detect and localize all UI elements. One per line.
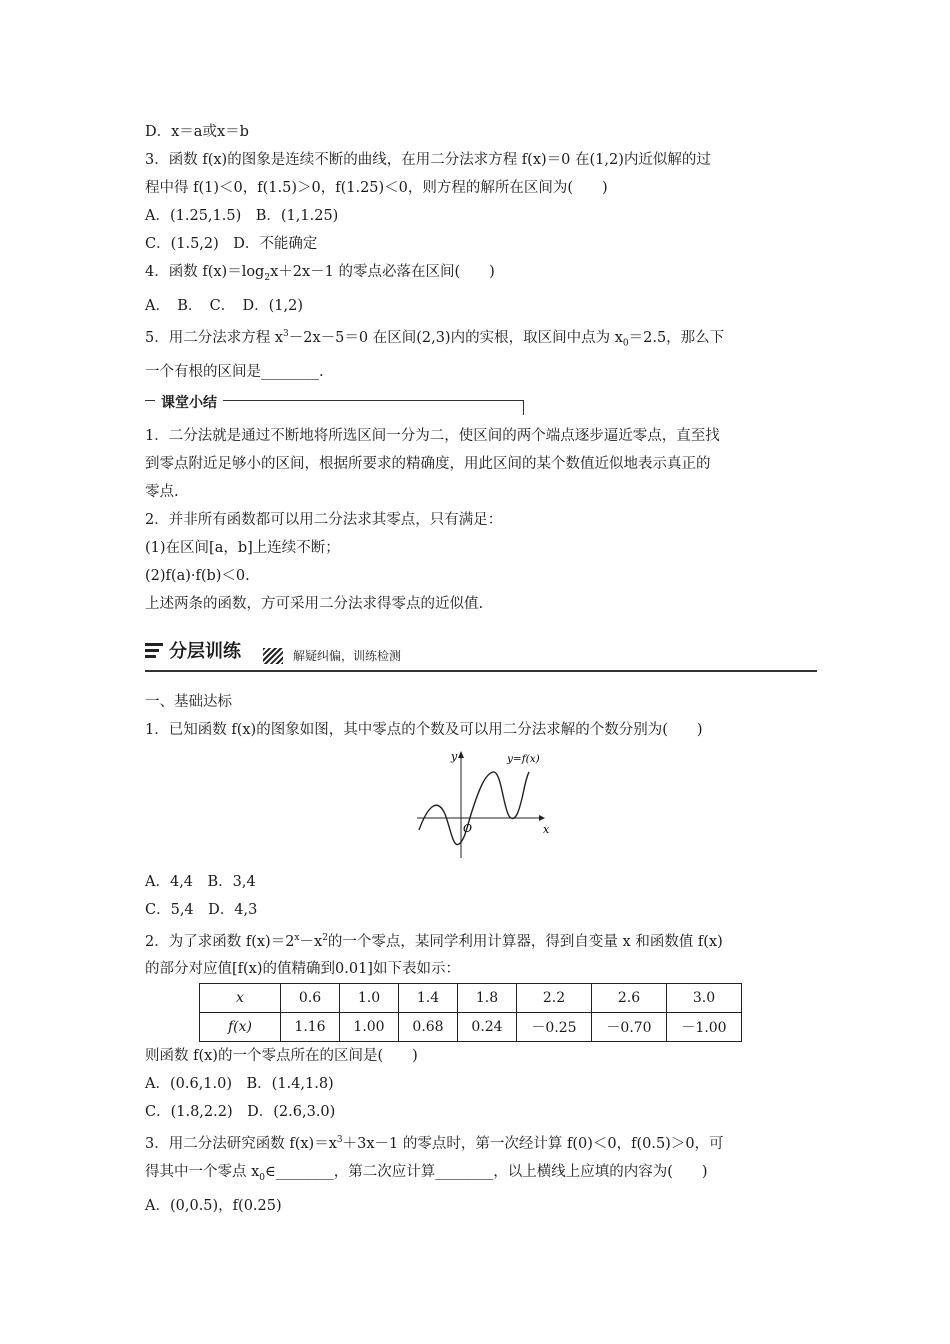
t-q2-line2: 的部分对应值[f(x)的值精确到0.01]如下表如示：	[145, 961, 460, 978]
summary-p1-line1: 1．二分法就是通过不断地将所选区间一分为二，使区间的两个端点逐步逼近零点，直至找	[145, 427, 720, 444]
q4-stem: 4．函数 $f(x)=\log_2x+2x-1$ 的零点必落在区间( )	[145, 264, 495, 283]
curve-label: y=f(x)	[507, 752, 540, 765]
table-cell: 3.0	[667, 984, 742, 1013]
function-graph	[415, 748, 555, 864]
t-q2-options-cd: C．(1.8,2.2) D．(2.6,3.0)	[145, 1104, 336, 1121]
t-q3-option-a: A．(0,0.5)，f(0.25)	[145, 1198, 282, 1215]
part-heading: 一、基础达标	[145, 693, 232, 710]
training-subtitle: 解疑纠偏，训练检测	[293, 648, 402, 663]
origin-label: O	[463, 821, 473, 835]
table-cell: －0.70	[592, 1013, 667, 1042]
q3-options-cd: C．(1.5,2) D．不能确定	[145, 236, 318, 252]
stripes-icon	[145, 643, 163, 663]
summary-end: 上述两条的函数，方可采用二分法求得零点的近似值.	[145, 595, 484, 612]
table-cell: 1.0	[340, 984, 399, 1013]
x-label: x	[543, 822, 550, 836]
summary-p2: 2．并非所有函数都可以用二分法求其零点，只有满足：	[145, 511, 503, 528]
q4-options: A． B． C． D．(1,2)	[145, 297, 303, 314]
t-q2-after: 则函数 f(x)的一个零点所在的区间是( )	[145, 1048, 418, 1065]
t-q1-options-cd: C．5,4 D．4,3	[145, 901, 258, 918]
x-axis-arrow	[539, 815, 545, 821]
summary-condition-1: (1)在区间[a，b]上连续不断；	[145, 539, 340, 556]
value-table	[199, 983, 742, 1042]
y-label: y	[451, 749, 458, 763]
table-row	[200, 1013, 742, 1042]
t-q3-line1: 3．用二分法研究函数 $f(x)=x^3+3x-1$ 的零点时，第一次经计算 f(0)＜0，f(0.5)＞0，可	[145, 1135, 724, 1153]
function-graph-svg	[415, 748, 555, 864]
y-axis-arrow	[458, 751, 464, 758]
summary-heading-label: 课堂小结	[155, 392, 223, 414]
training-banner	[145, 638, 817, 672]
hatch-icon	[263, 648, 283, 664]
q3-line2: 程中得 f(1)＜0，f(1.5)＞0，f(1.25)＜0，则方程的解所在区间为( )	[145, 180, 608, 196]
summary-condition-2: (2)f(a)·f(b)＜0.	[145, 567, 250, 584]
table-cell: 2.2	[517, 984, 592, 1013]
table-cell: 1.8	[458, 984, 517, 1013]
table-row	[200, 984, 742, 1013]
t-q3-line2: 得其中一个零点 $x_0\in\_\_\_\_\_\_\_\_$，第二次应计算________，以上横线上应填的内容为( )	[145, 1164, 708, 1184]
training-title: 分层训练	[169, 640, 241, 662]
table-cell: 1.16	[281, 1013, 340, 1042]
t-q1-stem: 1．已知函数 f(x)的图象如图，其中零点的个数及可以用二分法求解的个数分别为( )	[145, 721, 703, 738]
q5-line1: 5．用二分法求方程 $x^3-2x-5=0$ 在区间(2,3)内的实根，取区间中点为 $x_0=2.5$，那么下	[145, 328, 725, 349]
table-cell: f(x)	[200, 1013, 281, 1042]
page	[145, 118, 817, 1220]
summary-heading	[145, 392, 817, 422]
curve	[419, 772, 529, 845]
table-cell: 0.6	[281, 984, 340, 1013]
q3-options-ab: A．(1.25,1.5) B．(1,1.25)	[145, 208, 339, 224]
t-q2-line1: 2．为了求函数 $f(x)=2^x-x^2$的一个零点，某同学利用计算器，得到自变量 x 和函数值 f(x)	[145, 932, 723, 950]
table-cell: 0.68	[399, 1013, 458, 1042]
summary-p1-line2: 到零点附近足够小的区间，根据所要求的精确度，用此区间的某个数值近似地表示真正的	[145, 455, 711, 472]
q5-line2: 一个有根的区间是________.	[145, 363, 324, 380]
table-cell: 0.24	[458, 1013, 517, 1042]
t-q2-options-ab: A．(0.6,1.0) B．(1.4,1.8)	[145, 1076, 334, 1093]
table-cell: 1.4	[399, 984, 458, 1013]
table-cell: －1.00	[667, 1013, 742, 1042]
table-cell: 2.6	[592, 984, 667, 1013]
option-d: D．x＝a或x＝b	[145, 124, 249, 140]
table-cell: －0.25	[517, 1013, 592, 1042]
t-q1-options-ab: A．4,4 B．3,4	[145, 873, 256, 890]
table-cell: 1.00	[340, 1013, 399, 1042]
summary-p1-line3: 零点.	[145, 483, 179, 500]
q3-line1: 3．函数 f(x)的图象是连续不断的曲线，在用二分法求方程 f(x)＝0 在(1,2)内近似解的过	[145, 152, 711, 168]
table-cell: x	[200, 984, 281, 1013]
